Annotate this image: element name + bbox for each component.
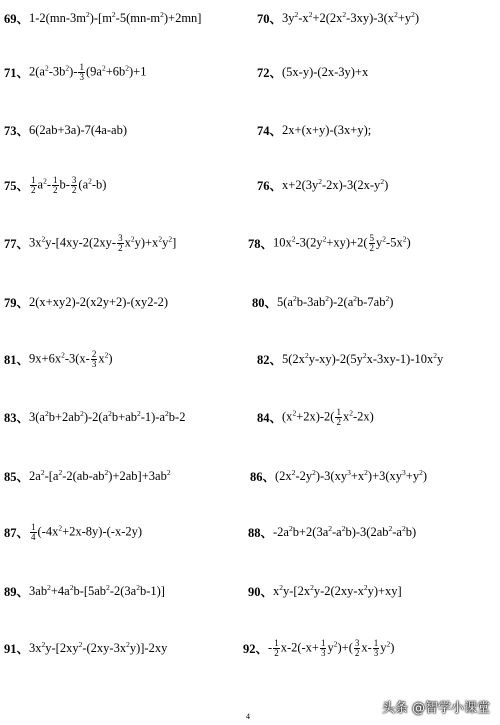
problem-83 — [4, 402, 185, 432]
problem-expression: $5(2x^2y-xy)-2(5y^2x-3xy-1)-10x^2y$ — [282, 350, 444, 366]
problem-row — [0, 344, 500, 374]
problem-number: 74、 — [257, 124, 283, 138]
problem-86 — [250, 461, 427, 491]
problem-85 — [4, 461, 171, 491]
problem-expression: $x+2(3y^2-2x)-3(2x-y^2)$ — [282, 176, 389, 192]
problem-80 — [252, 287, 393, 317]
problem-72 — [257, 57, 368, 87]
problem-expression: $9x+6x^2-3(x-$ $\frac{2}{3}$ $x^2$) — [29, 348, 113, 369]
problem-expression: $3ab^2+4a^2b-[5ab^2-2(3a^2b-1)]$ — [29, 582, 165, 598]
problem-expression: $3(a^2b+2ab^2)-2(a^2b+ab^2-1)-a^2b-2$ — [29, 408, 186, 424]
problem-88 — [248, 517, 416, 547]
problem-number: 90、 — [248, 585, 274, 599]
problem-row — [0, 576, 500, 606]
watermark: 头条 @智学小课堂 — [381, 701, 490, 716]
problem-number: 91、 — [4, 642, 30, 656]
problem-expression: 6(2ab+3a)-7(4a-ab) — [29, 122, 127, 137]
problem-expression: $-2a^2b+2(3a^2-a^2b)-3(2ab^2-a^2b)$ — [273, 523, 417, 539]
problem-row — [0, 57, 500, 87]
problem-number: 88、 — [248, 526, 274, 540]
problem-number: 80、 — [252, 296, 278, 310]
problem-number: 84、 — [257, 411, 283, 425]
problem-row — [0, 633, 500, 663]
problem-number: 77、 — [4, 237, 30, 251]
problem-89 — [4, 576, 165, 606]
problem-90 — [248, 576, 402, 606]
problem-81 — [4, 344, 113, 374]
problem-row — [0, 461, 500, 491]
problem-75 — [4, 170, 106, 200]
problem-87 — [4, 517, 142, 547]
problem-77 — [4, 228, 176, 258]
problem-expression: $5(a^2b-3ab^2)-2(a^2b-7ab^2)$ — [277, 293, 394, 309]
problem-number: 73、 — [4, 124, 30, 138]
problem-number: 82、 — [257, 353, 283, 367]
problem-number: 92、 — [243, 642, 269, 656]
problem-expression: $3y^2-x^2+2(2x^2-3xy)-3(x^2+y^2)$ — [282, 9, 420, 25]
problem-row — [0, 287, 500, 317]
problem-expression: $2a^2-[a^2-2(ab-ab^2)+2ab]+3ab^2$ — [29, 467, 171, 483]
problem-82 — [257, 344, 443, 374]
problem-expression: $3x^2y-[4xy-2(2xy-$ $\frac{3}{2}$ $x^2y)+x^2y^2$] — [29, 232, 177, 253]
problem-number: 75、 — [4, 179, 30, 193]
problem-number: 69、 — [4, 12, 30, 26]
problem-91 — [4, 633, 167, 663]
problem-78 — [248, 228, 411, 258]
problem-number: 86、 — [250, 470, 276, 484]
problem-expression: $3x^2y-[2xy^2-(2xy-3x^2y)]-2xy$ — [29, 639, 168, 655]
problem-number: 71、 — [4, 66, 30, 80]
problem-76 — [257, 170, 388, 200]
problem-92 — [243, 633, 394, 663]
problem-expression: $x^2y-[2x^2y-2(2xy-x^2y)+xy]$ — [273, 582, 402, 598]
problem-74 — [257, 115, 371, 145]
problem-73 — [4, 115, 127, 145]
problem-84 — [257, 402, 374, 432]
problem-number: 87、 — [4, 526, 30, 540]
problem-number: 78、 — [248, 237, 274, 251]
problem-number: 72、 — [257, 66, 283, 80]
problem-number: 85、 — [4, 470, 30, 484]
problem-row — [0, 115, 500, 145]
problem-79 — [4, 287, 168, 317]
problem-expression: $\frac{1}{2}$ $a^2-$ $\frac{1}{2}$ b- $\frac{3}{2}$ $(a^2-b)$ — [31, 174, 107, 195]
problem-70 — [257, 3, 419, 33]
page-number: 4 — [246, 712, 250, 721]
problem-expression: $1-2(mn-3m^2)-[m^2-5(mn-m^2)+2mn]$ — [29, 9, 202, 25]
problem-row — [0, 517, 500, 547]
problem-expression: 2(x+xy2)-2(x2y+2)-(xy2-2) — [29, 294, 169, 309]
problem-expression: 2x+(x+y)-(3x+y); — [282, 122, 372, 137]
problem-row — [0, 3, 500, 33]
problem-expression: $(x^2+2x)-2$( $\frac{1}{2}$ $x^2-2x$) — [282, 406, 374, 427]
problem-row — [0, 402, 500, 432]
problem-expression: $10x^2-3(2y^2+xy)+2$( $\frac{5}{2}$ $y^2-5x^2$) — [273, 232, 411, 253]
problem-number: 70、 — [257, 12, 283, 26]
problem-expression: - $\frac{1}{2}$ x-2(-x+ $\frac{1}{3}$ $y^2)+$( $\frac{3}{2}$ x- $\frac{1}{3}$ $y^2$) — [268, 637, 395, 658]
problem-number: 76、 — [257, 179, 283, 193]
problem-row — [0, 170, 500, 200]
problem-expression: $\frac{1}{4}$ $(-4x^2+2x-8y)-(-x-2y)$ — [31, 521, 143, 542]
problem-number: 89、 — [4, 585, 30, 599]
problem-expression: $(2x^2-2y^2)-3(xy^3+x^2)+3(xy^3+y^2)$ — [275, 467, 428, 483]
problem-71 — [4, 57, 146, 87]
problem-expression: (5x-y)-(2x-3y)+x — [282, 64, 369, 79]
problem-expression: $2(a^2-3b^2)-$ $\frac{1}{3}$ $(9a^2+6b^2)+1$ — [29, 61, 147, 82]
problem-number: 79、 — [4, 296, 30, 310]
problem-number: 83、 — [4, 411, 30, 425]
problem-69 — [4, 3, 201, 33]
problem-number: 81、 — [4, 353, 30, 367]
problem-row — [0, 228, 500, 258]
